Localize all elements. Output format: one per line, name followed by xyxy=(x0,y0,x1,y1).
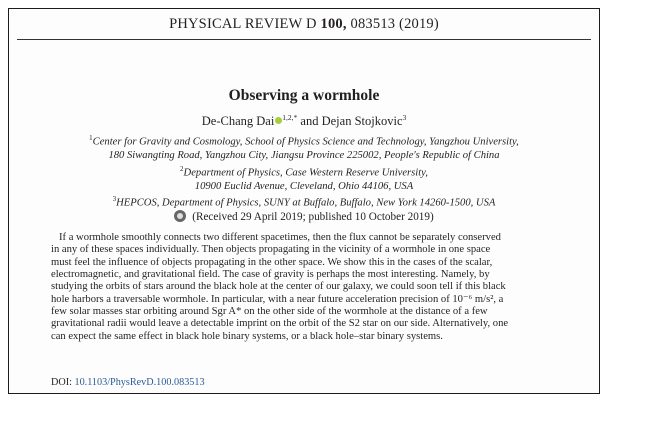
author-affil-marks: 1,2,* xyxy=(282,113,298,122)
abstract-line: hole harbors a traversable wormhole. In particular, with a near future acceleration precision of 10⁻⁶ m/s², a xyxy=(51,293,504,305)
author-joiner: and xyxy=(300,114,319,129)
doi-label: DOI: xyxy=(51,377,72,388)
paper-title: Observing a wormhole xyxy=(228,87,380,104)
abstract-line: in any of these spaces individually. Then objects propagating in the vicinity of a wormhole in one space xyxy=(51,244,491,256)
abstract-line: few solar masses star orbiting around Sgr A* on the other side of the wormhole at the distance of a few xyxy=(51,306,488,318)
journal-name: PHYSICAL REVIEW D xyxy=(169,16,317,32)
affiliation-number: 2 xyxy=(180,164,184,173)
affiliation-text: Department of Physics, Case Western Reserve University, xyxy=(183,167,428,179)
affiliation-number: 3 xyxy=(112,195,117,204)
doi-link[interactable]: 10.1103/PhysRevD.100.083513 xyxy=(74,377,205,388)
author-name: De-Chang Dai xyxy=(201,114,275,129)
affiliation-line xyxy=(9,163,599,180)
article-number: 083513 (2019) xyxy=(350,16,439,32)
abstract-line: must feel the influence of objects propagating in the other space. We show this in the cases of the scalar, xyxy=(51,256,493,268)
abstract-line: can expect the same effect in black hole binary systems, or a black hole–star binary systems. xyxy=(51,330,443,342)
journal-header xyxy=(9,16,599,33)
affiliation-line: 10900 Euclid Avenue, Cleveland, Ohio 44106, USA xyxy=(194,180,414,192)
affiliation-text: Center for Gravity and Cosmology, School of Physics Science and Technology, Yangzhou University, xyxy=(92,136,519,148)
affiliation-text: HEPCOS, Department of Physics, SUNY at Buffalo, Buffalo, New York 14260-1500, USA xyxy=(116,197,496,209)
affiliation-line: 180 Siwangting Road, Yangzhou City, Jiangsu Province 225002, People's Republic of China xyxy=(108,150,500,162)
abstract-line: electromagnetic, and gravitational field. The case of gravity is perhaps the most interesting. Namely, by xyxy=(51,269,490,281)
paper-page xyxy=(8,8,600,394)
affiliation-line xyxy=(9,132,599,149)
doi-line xyxy=(51,377,205,388)
header-rule xyxy=(17,39,591,40)
abstract-line: If a wormhole smoothly connects two different spacetimes, then the flux cannot be separately conserved xyxy=(59,232,501,243)
author-name: Dejan Stojkovic xyxy=(321,114,403,129)
author-affil-marks: 3 xyxy=(402,113,407,122)
author-list xyxy=(9,113,599,129)
journal-volume: 100, xyxy=(320,16,347,32)
affiliation-number: 1 xyxy=(89,134,93,142)
crossmark-icon[interactable] xyxy=(174,210,186,222)
affiliation-line xyxy=(9,193,599,210)
affiliations xyxy=(9,132,599,211)
abstract-line: gravitational radii would leave a detectable imprint on the orbit of the S2 star on our side. Alternatively, one xyxy=(51,318,509,330)
abstract xyxy=(51,232,561,343)
received-dates xyxy=(9,210,599,223)
received-text: (Received 29 April 2019; published 10 October 2019) xyxy=(192,211,434,223)
abstract-line: studying the orbits of stars around the black hole at the center of our galaxy, we could soon tell if this black xyxy=(51,281,506,293)
